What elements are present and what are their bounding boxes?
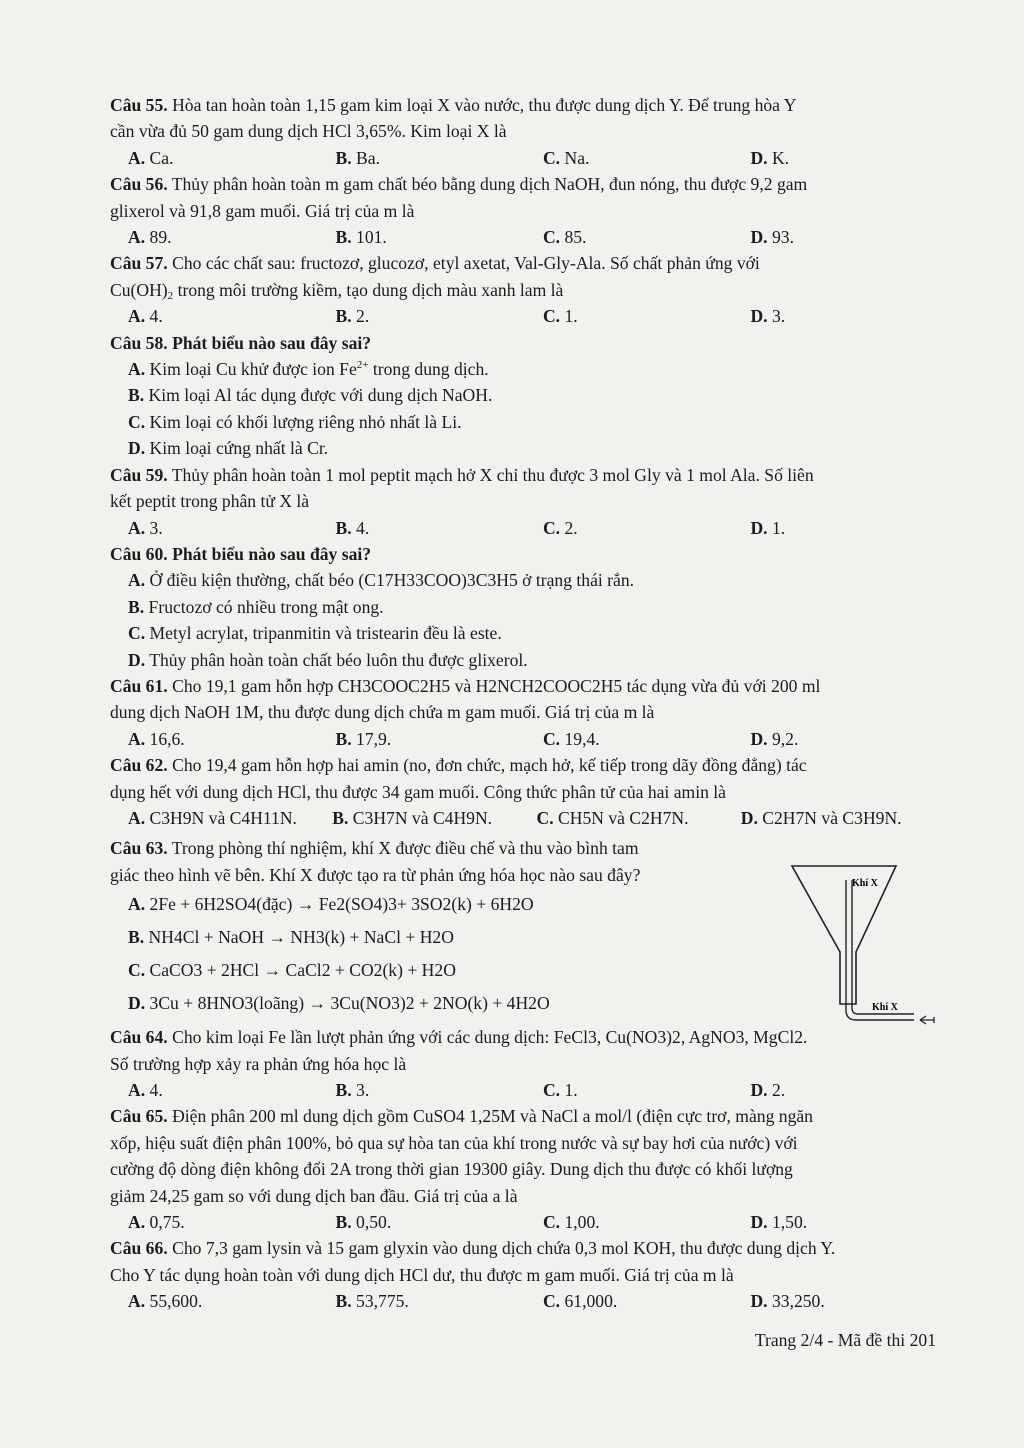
option-c[interactable]: C. 19,4. — [542, 728, 600, 749]
question-62: Câu 62. Cho 19,4 gam hỗn hợp hai amin (no, đơn chức, mạch hở, kế tiếp trong dãy đồng đẳng) tác — [110, 755, 807, 776]
page-footer: Trang 2/4 - Mã đề thi 201 — [754, 1330, 936, 1350]
question-59: Câu 59. Thủy phân hoàn toàn 1 mol peptit mạch hở X chỉ thu được 3 mol Gly và 1 mol Ala. Số liên — [110, 464, 814, 485]
options-59 — [110, 515, 940, 541]
option-a[interactable]: A. 4. — [128, 1080, 163, 1100]
option-c[interactable]: C. 1. — [542, 306, 578, 327]
question-56: Câu 56. Thủy phân hoàn toàn m gam chất béo bằng dung dịch NaOH, đun nóng, thu được 9,2 gam — [110, 174, 808, 195]
option-a[interactable]: A. 16,6. — [128, 728, 185, 749]
flask-label-top: Khí X — [852, 878, 878, 889]
option-b[interactable]: B. Kim loại Al tác dụng được với dung dịch NaOH. — [128, 385, 493, 406]
option-b[interactable]: B. Fructozơ có nhiều trong mật ong. — [128, 596, 384, 617]
option-a[interactable]: A. 3. — [128, 517, 163, 538]
options-62 — [110, 805, 940, 831]
option-c[interactable]: C. 2. — [542, 517, 578, 538]
options-64 — [110, 1077, 940, 1103]
question-61: Câu 61. Cho 19,1 gam hỗn hợp CH3COOC2H5 và H2NCH2COOC2H5 tác dụng vừa đủ với 200 ml — [110, 675, 821, 696]
question-64: Câu 64. Cho kim loại Fe lần lượt phản ứng với các dung dịch: FeCl3, Cu(NO3)2, AgNO3, MgCl2. — [110, 1027, 808, 1048]
question-55: Câu 55. Hòa tan hoàn toàn 1,15 gam kim loại X vào nước, thu được dung dịch Y. Để trung hòa Y — [110, 95, 797, 115]
option-b[interactable]: B. 0,50. — [335, 1212, 392, 1233]
option-c[interactable]: C. 1. — [542, 1080, 578, 1100]
option-a[interactable]: A. 89. — [128, 227, 172, 248]
option-b[interactable]: B. C3H7N và C4H9N. — [332, 807, 493, 828]
option-c[interactable]: C. Na. — [542, 147, 590, 168]
arrow-icon — [920, 1016, 934, 1024]
options-55 — [110, 145, 940, 171]
option-d[interactable]: D. 2. — [750, 1080, 786, 1100]
tube-label-bottom: Khí X — [872, 1002, 898, 1013]
option-d[interactable]: D. 1. — [750, 517, 786, 538]
exam-page: Câu 55. Hòa tan hoàn toàn 1,15 gam kim loại X vào nước, thu được dung dịch Y. Để trung hòa Y cần vừa đủ 50 gam dung dịch HCl 3,65%. Kim loại X là A. Ca. B. Ba. C. Na. D. K. Câu 56. Thủy phân hoàn toàn m gam chất béo bằng dung dịch NaOH, đun nóng, thu được 9,2 gam glixerol và 91,8 gam muối. Giá trị của m là A. 89. B. 101. C. 85. D. 93. Câu 57. Cho các chất sau: fructozơ, glucozơ, etyl axetat, Val-Gly-Ala. Số chất phản ứng với $Cu(OH)_2$ trong môi trường kiềm, tạo dung dịch màu xanh lam là A. 4. B. 2. C. 1. D. 3. Câu 58. Phát biểu nào sau đây sai? A. Kim loại Cu khử được ion $Fe^{2+}$ trong dung dịch. B. Kim loại Al tác dụng được với dung dịch NaOH. C. Kim loại có khối lượng riêng nhỏ nhất là Li. D. Kim loại cứng nhất là Cr. Câu 59. Thủy phân hoàn toàn 1 mol peptit mạch hở X chỉ thu được 3 mol Gly và 1 mol Ala. Số liên kết peptit trong phân tử X là A. 3. B. 4. C. 2. D. 1. Câu 60. Phát biểu nào sau đây sai? A. Ở điều kiện thường, chất béo (C17H33COO)3C3H5 ở trạng thái rắn. B. Fructozơ có nhiều trong mật ong. C. Metyl acrylat, tripanmitin và tristearin đều là este. D. Thủy phân hoàn toàn chất béo luôn thu được glixerol. Câu 61. Cho 19,1 gam hỗn hợp CH3COOC2H5 và H2NCH2COOC2H5 tác dụng vừa đủ với 200 ml dung dịch NaOH 1M, thu được dung dịch chứa m gam muối. Giá trị của m là A. 16,6. B. 17,9. C. 19,4. D. 9,2. Câu 62. Cho 19,4 gam hỗn hợp hai amin (no, đơn chức, mạch hở, kế tiếp trong dãy đồng đẳng) tác dụng hết với dung dịch HCl, thu được 34 gam muối. Công thức phân tử của hai amin là A. C3H9N và C4H11N. B. C3H7N và C4H9N. C. CH5N và C2H7N. D. C2H7N và C3H9N. Câu 63. Trong phòng thí nghiệm, khí X được điều chế và thu vào bình tam giác theo hình vẽ bên. Khí X được tạo ra từ phản ứng hóa học nào sau đây? A. 2Fe + 6H2SO4(đặc) → Fe2(SO4)3+ 3SO2(k) + 6H2O B. NH4Cl + NaOH → NH3(k) + NaCl + H2O C. CaCO3 + 2HCl → CaCl2 + CO2(k) + H2O D. 3Cu + 8HNO3(loãng) → 3Cu(NO3)2 + 2NO(k) + 4H2O Câu 64. Cho kim loại Fe lần lượt phản ứng với các dung dịch: FeCl3, Cu(NO3)2, AgNO3, MgCl2. Số trường hợp xảy ra phản ứng hóa học là A. 4. B. 3. C. 1. D. 2. Câu 65. Điện phân 200 ml dung dịch gồm CuSO4 1,25M và NaCl a mol/l (điện cực trơ, màng ngăn xốp, hiệu suất điện phân 100%, bỏ qua sự hòa tan của khí trong nước và sự bay hơi của nước) với cường độ dòng điện không đổi 2A trong thời gian 19300 giây. Dung dịch thu được có khối lượng giảm 24,25 gam so với dung dịch ban đầu. Giá trị của a là A. 0,75. B. 0,50. C. 1,00. D. 1,50. Câu 66. Cho 7,3 gam lysin và 15 gam glyxin vào dung dịch chứa 0,3 mol KOH, thu được dung dịch Y. Cho Y tác dụng hoàn toàn với dung dịch HCl dư, thu được m gam muối. Giá trị của m là A. 55,600. B. 53,775. C. 61,000. D. 33,250. — [110, 92, 940, 1315]
options-61 — [110, 726, 940, 752]
option-d[interactable]: D. Kim loại cứng nhất là Cr. — [128, 438, 329, 459]
option-a[interactable]: A. 4. — [128, 306, 163, 327]
option-d[interactable]: D. 93. — [750, 227, 794, 248]
option-b[interactable]: B. 101. — [335, 227, 387, 248]
option-b[interactable]: B. NH4Cl + NaOH → NH3(k) + NaCl + H2O — [128, 927, 454, 948]
option-a[interactable]: A. C3H9N và C4H11N. — [128, 807, 297, 828]
option-c[interactable]: C. 85. — [542, 227, 587, 248]
question-60: Câu 60. Phát biểu nào sau đây sai? — [110, 543, 372, 564]
option-d[interactable]: D. 9,2. — [750, 728, 799, 749]
option-a[interactable]: A. Kim loại Cu khử được ion $Fe^{2+}$ trong dung dịch. — [128, 359, 489, 380]
question-65: Câu 65. Điện phân 200 ml dung dịch gồm CuSO4 1,25M và NaCl a mol/l (điện cực trơ, màng ngăn — [110, 1106, 813, 1127]
options-56 — [110, 224, 940, 250]
option-d[interactable]: D. Thủy phân hoàn toàn chất béo luôn thu được glixerol. — [128, 649, 528, 670]
option-b[interactable]: B. 3. — [335, 1080, 370, 1100]
option-b[interactable]: B. Ba. — [335, 147, 380, 168]
option-b[interactable]: B. 2. — [335, 306, 370, 327]
option-b[interactable]: B. 17,9. — [335, 728, 392, 749]
options-57 — [110, 303, 940, 329]
option-a[interactable]: A. Ca. — [128, 147, 174, 168]
option-d[interactable]: D. 1,50. — [750, 1212, 808, 1233]
question-66: Câu 66. Cho 7,3 gam lysin và 15 gam glyxin vào dung dịch chứa 0,3 mol KOH, thu được dung dịch Y. — [110, 1238, 836, 1259]
option-b[interactable]: B. 53,775. — [335, 1291, 409, 1312]
option-c[interactable]: C. Kim loại có khối lượng riêng nhỏ nhất là Li. — [128, 411, 462, 432]
option-c[interactable]: C. CH5N và C2H7N. — [536, 807, 689, 828]
option-d[interactable]: D. K. — [750, 147, 790, 168]
question-57: Câu 57. Cho các chất sau: fructozơ, glucozơ, etyl axetat, Val-Gly-Ala. Số chất phản ứng với — [110, 253, 760, 274]
option-c[interactable]: C. 61,000. — [542, 1291, 618, 1312]
question-63: Câu 63. Trong phòng thí nghiệm, khí X được điều chế và thu vào bình tam giác theo hình vẽ bên. Khí X được tạo ra từ phản ứng hóa học nào sau đây? — [110, 838, 641, 885]
gas-collection-flask-diagram — [778, 860, 946, 1040]
option-d[interactable]: D. C2H7N và C3H9N. — [740, 807, 902, 828]
option-a[interactable]: A. Ở điều kiện thường, chất béo (C17H33COO)3C3H5 ở trạng thái rắn. — [128, 570, 635, 591]
delivery-tube-inner — [852, 880, 914, 1014]
option-a[interactable]: A. 0,75. — [128, 1212, 185, 1233]
option-b[interactable]: B. 4. — [335, 517, 370, 538]
option-d[interactable]: D. 33,250. — [750, 1291, 825, 1312]
option-d[interactable]: D. 3Cu + 8HNO3(loãng) → 3Cu(NO3)2 + 2NO(k) + 4H2O — [128, 993, 550, 1014]
option-c[interactable]: C. 1,00. — [542, 1212, 600, 1233]
options-66 — [110, 1288, 940, 1314]
options-65 — [110, 1209, 940, 1235]
flask-outline — [792, 866, 896, 1004]
option-c[interactable]: C. Metyl acrylat, tripanmitin và tristearin đều là este. — [128, 623, 502, 644]
option-d[interactable]: D. 3. — [750, 306, 786, 327]
question-58: Câu 58. Phát biểu nào sau đây sai? — [110, 332, 372, 353]
option-a[interactable]: A. 2Fe + 6H2SO4(đặc) → Fe2(SO4)3+ 3SO2(k) + 6H2O — [128, 894, 534, 915]
option-a[interactable]: A. 55,600. — [128, 1291, 203, 1312]
option-c[interactable]: C. CaCO3 + 2HCl → CaCl2 + CO2(k) + H2O — [128, 960, 456, 981]
